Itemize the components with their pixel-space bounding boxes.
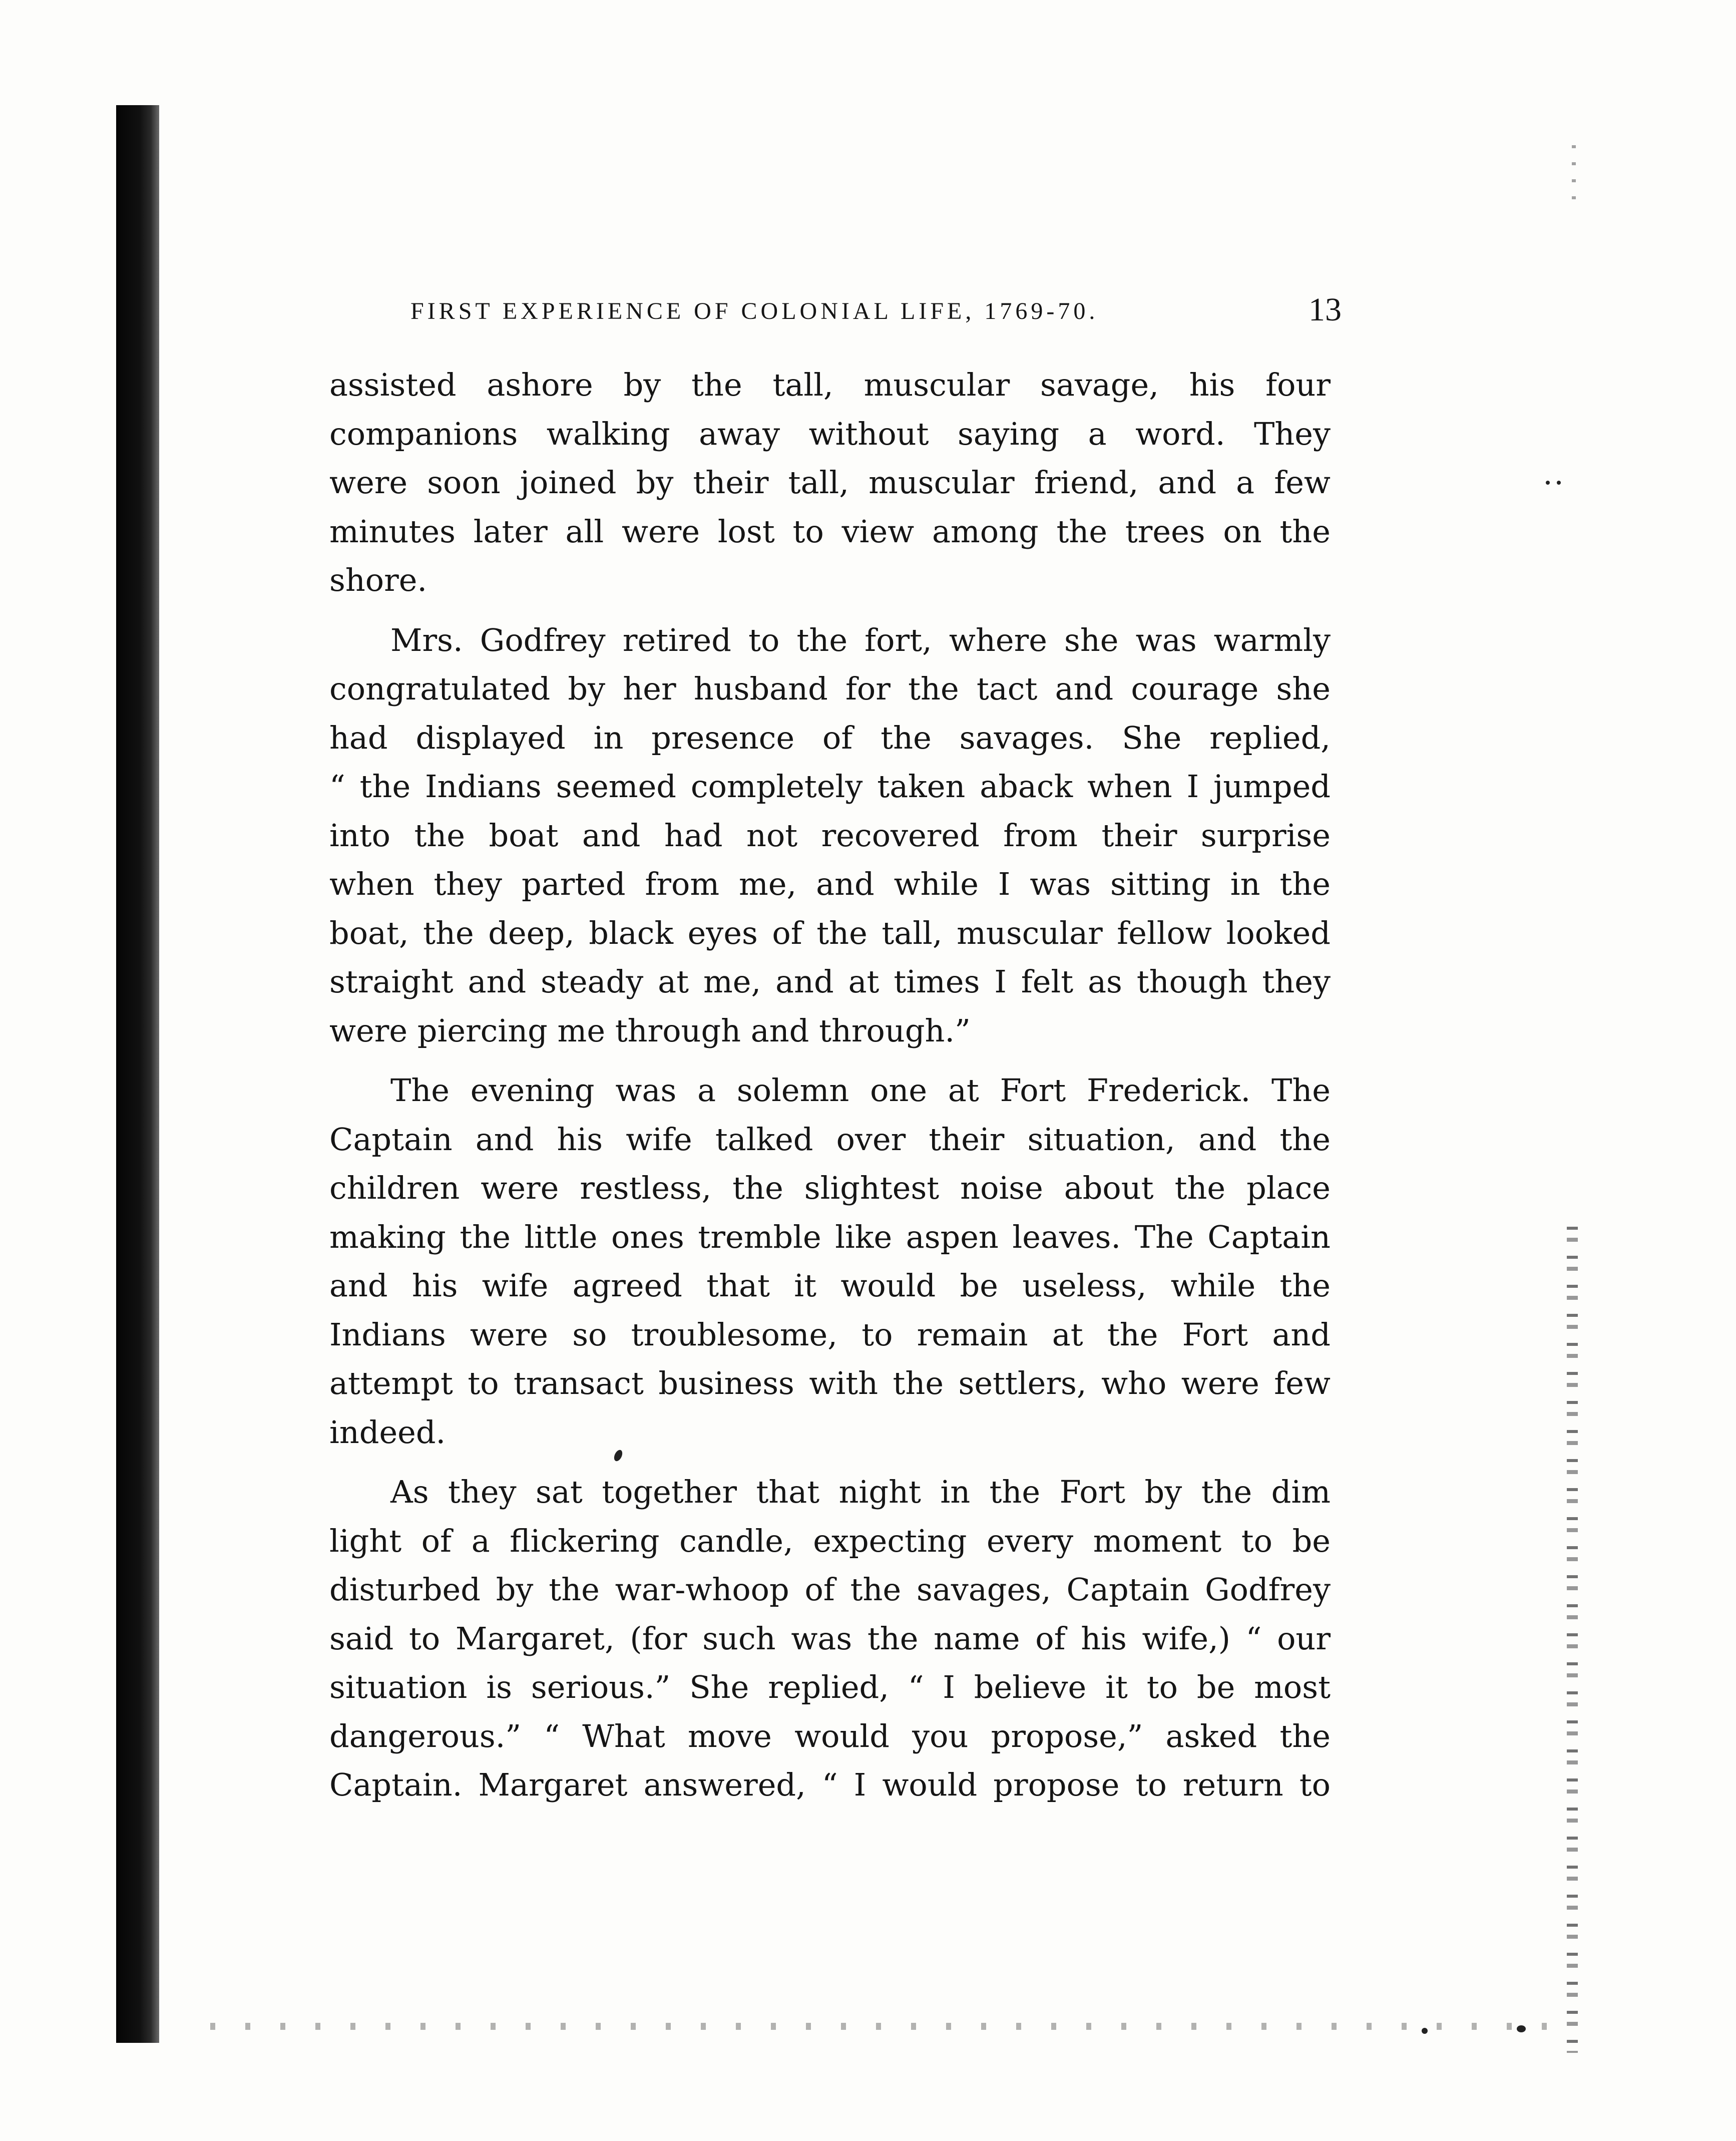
running-header: FIRST EXPERIENCE OF COLONIAL LIFE, 1769-70. [410,298,1099,324]
scan-noise-right-edge [1567,1227,1578,2053]
text-line: children were restless, the slightest noise about the place [329,1170,1331,1206]
text-line: had displayed in presence of the savages. She replied, [329,719,1331,756]
text-line: were soon joined by their tall, muscular friend, and a few [329,464,1331,501]
scan-noise-bottom [210,2023,1562,2030]
text-line: disturbed by the war-whoop of the savages, Captain Godfrey [329,1571,1331,1608]
text-line: assisted ashore by the tall, muscular savage, his four [329,367,1331,403]
text-line: attempt to transact business with the settlers, who were few [329,1365,1331,1401]
text-line: when they parted from me, and while I was sitting in the [329,866,1331,902]
text-line: companions walking away without saying a word. They [329,415,1331,452]
text-line: minutes later all were lost to view among the trees on the [329,513,1331,550]
paragraph-gap [329,605,1331,616]
paragraph-gap [329,1055,1331,1066]
text-line: Captain. Margaret answered, “ I would propose to return to [329,1766,1331,1803]
text-line: As they sat together that night in the Fort by the dim [390,1474,1331,1510]
text-line: light of a flickering candle, expecting every moment to be [329,1522,1331,1559]
text-line: indeed. [329,1413,446,1451]
body-text [329,361,1331,1810]
text-line: dangerous.” “ What move would you propose,” asked the [329,1717,1331,1754]
text-line: straight and steady at me, and at times I felt as though they [329,963,1331,1000]
binding-shadow [116,105,159,2043]
text-line: Mrs. Godfrey retired to the fort, where she was warmly [390,621,1331,658]
ink-speck [1517,2025,1526,2032]
text-line: congratulated by her husband for the tact and courage she [329,670,1331,707]
text-line: “ the Indians seemed completely taken aback when I jumped [329,768,1331,805]
ink-speck [1557,481,1561,485]
text-line: were piercing me through and through.” [329,1012,971,1049]
text-line: and his wife agreed that it would be useless, while the [329,1267,1331,1304]
scan-noise-top-right [1572,145,1576,210]
text-line: boat, the deep, black eyes of the tall, muscular fellow looked [329,914,1331,951]
text-line: Indians were so troublesome, to remain at the Fort and [329,1316,1331,1353]
text-line: said to Margaret, (for such was the name of his wife,) “ our [329,1620,1331,1657]
text-line: Captain and his wife talked over their situation, and the [329,1121,1331,1158]
text-line: The evening was a solemn one at Fort Frederick. The [390,1072,1331,1109]
text-line: shore. [329,562,427,598]
page-number: 13 [1309,291,1342,328]
text-line: making the little ones tremble like aspen leaves. The Captain [329,1218,1331,1255]
text-line: into the boat and had not recovered from their surprise [329,817,1331,854]
ink-speck [1422,2028,1428,2034]
text-line: situation is serious.” She replied, “ I believe it to be most [329,1669,1331,1705]
paragraph-gap [329,1457,1331,1468]
ink-speck [1546,481,1550,485]
